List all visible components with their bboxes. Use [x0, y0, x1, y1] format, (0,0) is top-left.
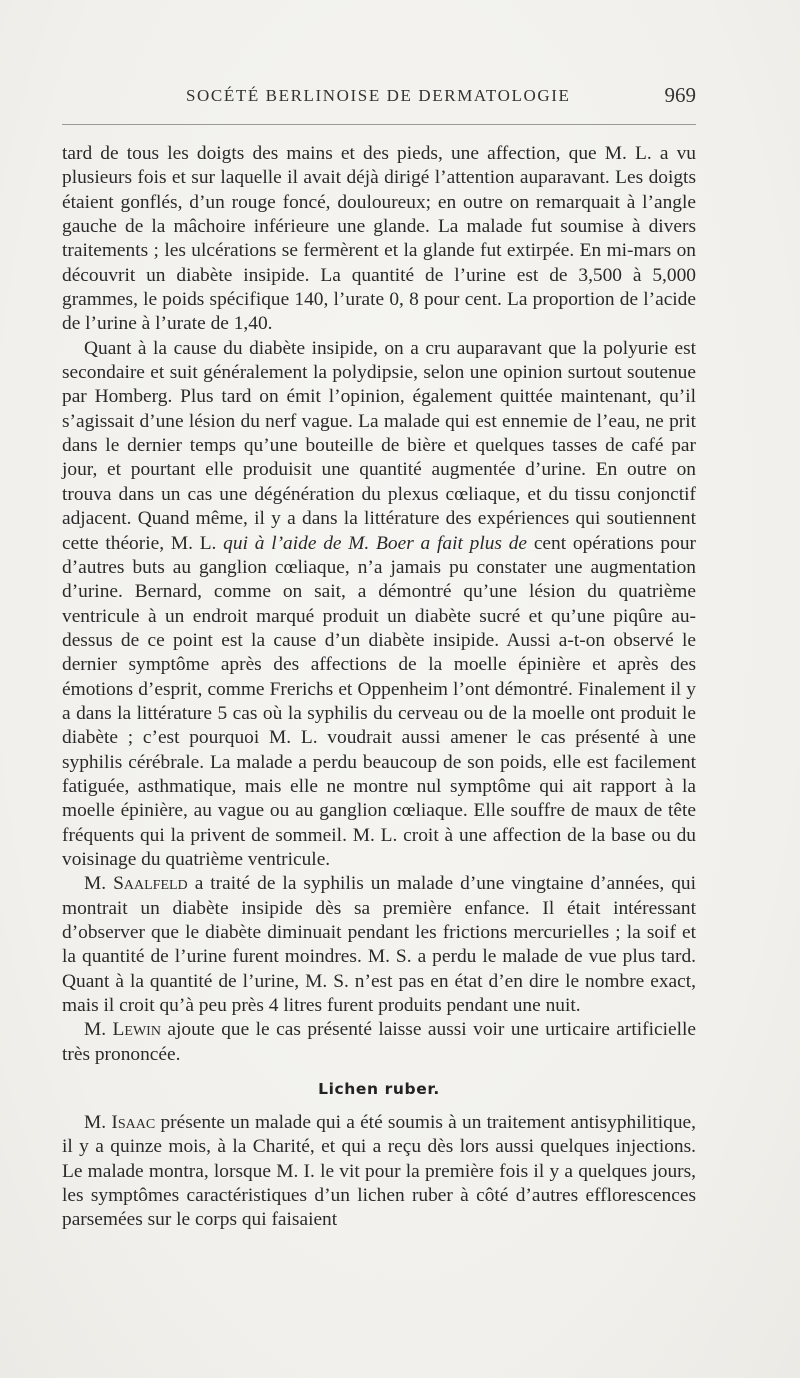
speaker-name-saalfeld: Saalfeld	[113, 873, 188, 895]
paragraph-5-prefix: M.	[84, 1112, 107, 1134]
paragraph-2-text-a: Quant à la cause du diabète insipide, on a cru auparavant que la polyurie est secondaire et suit généralement la polydipsie, selon une opinion surtout soutenue par Homberg. Plus tard on émit l’opinion, également quittée maintenant, qu’il s’agissait d’une lésion du nerf vague. La malade qui est ennemie de l’eau, ne prit dans le dernier temps qu’une bouteille de bière et quelques tasses de café par jour, et pourtant elle produisit une quantité augmentée d’urine. En outre on trouva dans un cas une dégénération du plexus cœliaque, et du tissu conjonctif adjacent. Quand même, il y a dans la littérature des expériences qui soutiennent cette théorie, M. L.	[62, 337, 696, 554]
speaker-name-isaac: Isaac	[111, 1112, 156, 1134]
page-number: 969	[664, 83, 696, 107]
paragraph-2-text-b: cent opérations pour d’autres buts au ganglion cœliaque, n’a jamais pu constater une augmentation d’urine. Bernard, comme on sait, a démontré qu’une lésion du quatrième ventricule à un endroit marqué produit un diabète sucré et qu’une piqûre au-dessus de ce point est la cause d’un diabète insipide. Aussi a-t-on observé le dernier symptôme après des affections de la moelle épinière et après des émotions d’esprit, comme Frerichs et Oppenheim l’ont démontré. Finalement il y a dans la littérature 5 cas où la syphilis du cerveau ou de la moelle ont produit le diabète ; c’est pourquoi M. L. voudrait aussi amener le cas présenté à une syphilis cérébrale. La malade a perdu beaucoup de son poids, elle est facilement fatiguée, asthmatique, mais elle ne montre nul symptôme qui ait rapport à la moelle épinière, au vague ou au ganglion cœliaque. Elle souffre de maux de tête fréquents qui la privent de sommeil. M. L. croit à une affection de la base ou du voisinage du quatrième ventricule.	[62, 532, 696, 870]
paragraph-5-text: présente un malade qui a été soumis à un traitement antisyphilitique, il y a quinze mois, à la Charité, et qui a reçu dès lors aussi quelques injections. Le malade montra, lorsque M. I. le vit pour la première fois il y a quelques jours, les symptômes caractéristiques d’un lichen ruber à côté d’autres efflorescences parsemées sur le corps qui faisaient	[62, 1112, 696, 1231]
speaker-name-lewin: Lewin	[112, 1019, 161, 1041]
paragraph-4	[62, 1018, 696, 1067]
paragraph-2-italic: qui à l’aide de M. Boer a fait plus de	[223, 532, 528, 554]
section-title: Lichen ruber.	[318, 1080, 440, 1099]
paragraph-2	[62, 337, 696, 873]
paragraph-4-prefix: M.	[84, 1019, 107, 1041]
header-rule	[62, 124, 696, 125]
paragraph-3	[62, 872, 696, 1018]
paragraph-3-text: a traité de la syphilis un malade d’une vingtaine d’années, qui montrait un diabète insipide dès sa première enfance. Il était intéressant d’observer que le diabète diminuait pendant les frictions mercurielles ; la soif et la quantité de l’urine furent moindres. M. S. a perdu le malade de vue plus tard. Quant à la quantité de l’urine, M. S. n’est pas en état d’en dire le nombre exact, mais il croit qu’à peu près 4 litres furent produits pendant une nuit.	[62, 873, 696, 1017]
body-text	[62, 142, 696, 1233]
page-header	[62, 83, 696, 116]
paragraph-1-text: tard de tous les doigts des mains et des pieds, une affection, que M. L. a vu plusieurs fois et sur laquelle il avait déjà dirigé l’attention auparavant. Les doigts étaient gonflés, d’un rouge foncé, douloureux; en outre on remarquait à l’angle gauche de la mâchoire inférieure une glande. La malade fut soumise à divers traitements ; les ulcérations se fermèrent et la glande fut extirpée. En mi-mars on découvrit un diabète insipide. La quantité de l’urine est de 3,500 à 5,000 grammes, le poids spécifique 140, l’urate 0, 8 pour cent. La proportion de l’acide de l’urine à l’urate de 1,40.	[62, 143, 696, 335]
paragraph-1	[62, 142, 696, 337]
paragraph-5	[62, 1111, 696, 1233]
running-head: SOCÉTÉ BERLINOISE DE DERMATOLOGIE	[186, 86, 571, 105]
paragraph-4-text: ajoute que le cas présenté laisse aussi voir une urticaire artificielle très prononcée.	[62, 1019, 696, 1065]
paragraph-3-prefix: M.	[84, 873, 107, 895]
